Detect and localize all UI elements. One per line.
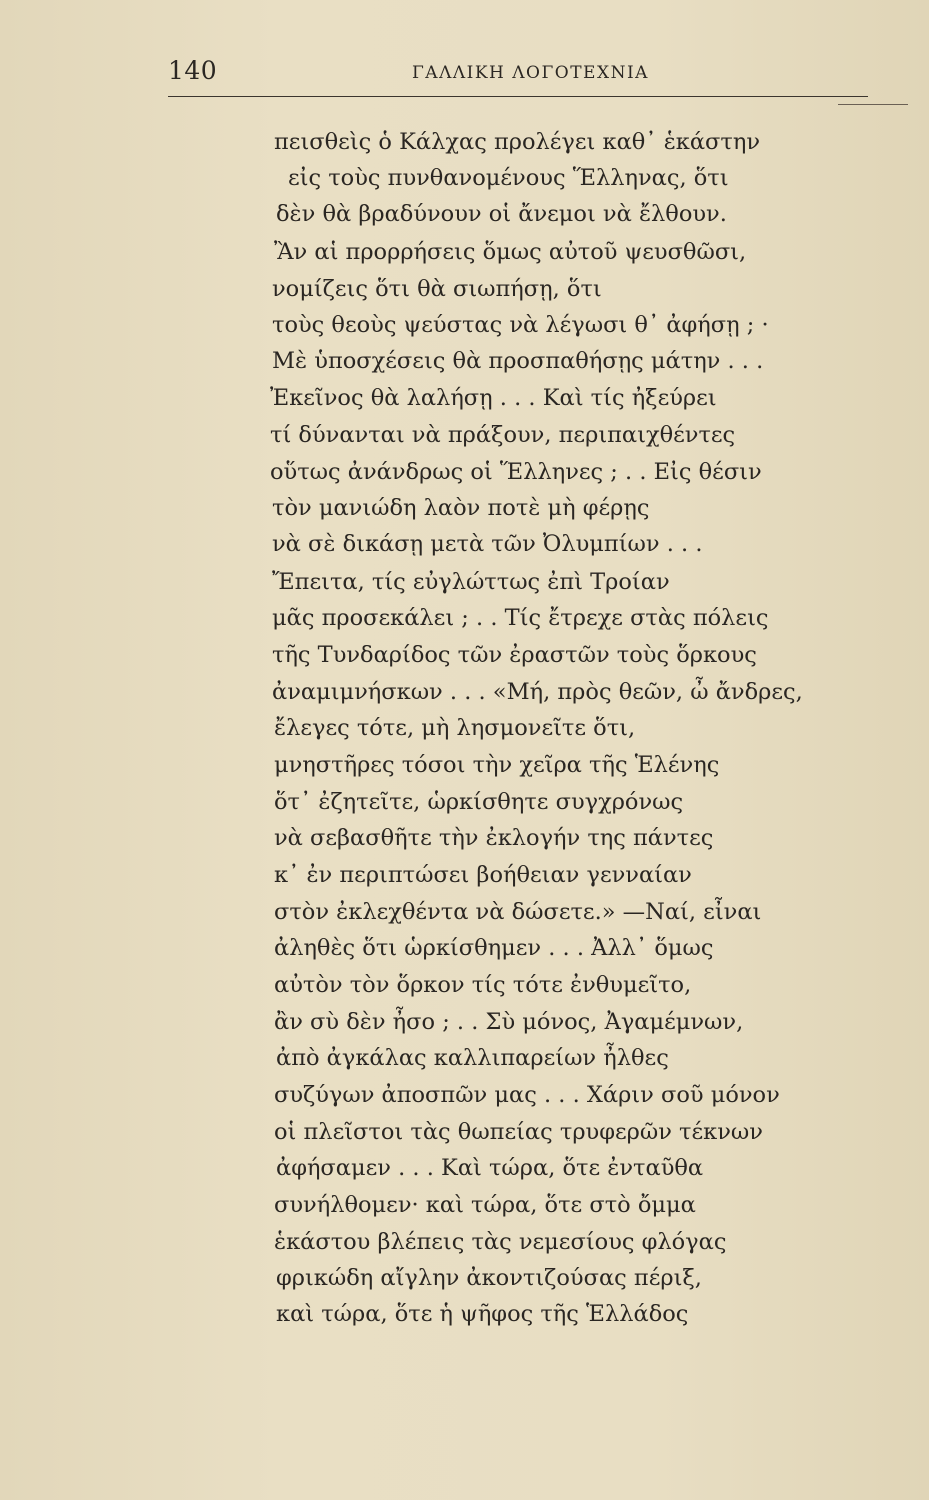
verse-line: ἀναμιμνήσκων . . . «Μή, πρὸς θεῶν, ὦ ἄνδρες, xyxy=(272,679,803,705)
verse-line: Ἔπειτα, τίς εὐγλώττως ἐπὶ Τροίαν xyxy=(272,569,670,595)
verse-line: ἑκάστου βλέπεις τὰς νεμεσίους φλόγας xyxy=(274,1229,727,1255)
verse-line: ἂν σὺ δὲν ἦσο ; . . Σὺ μόνος, Ἀγαμέμνων, xyxy=(274,1009,744,1035)
verse-line: τοὺς θεοὺς ψεύστας νὰ λέγωσι θ᾽ ἀφήσῃ ; · xyxy=(272,312,769,338)
verse-line: ἀφήσαμεν . . . Καὶ τώρα, ὅτε ἐνταῦθα xyxy=(276,1155,704,1181)
verse-line: νομίζεις ὅτι θὰ σιωπήσῃ, ὅτι xyxy=(272,276,602,302)
header-rule-extension xyxy=(838,104,908,105)
verse-line: συνήλθομεν· καὶ τώρα, ὅτε στὸ ὄμμα xyxy=(274,1192,696,1218)
running-title: ΓΑΛΛΙΚΗ ΛΟΓΟΤΕΧΝΙΑ xyxy=(412,63,649,83)
page-number: 140 xyxy=(168,56,218,85)
verse-line: νὰ σεβασθῆτε τὴν ἐκλογήν της πάντες xyxy=(274,825,714,851)
verse-line: δὲν θὰ βραδύνουν οἱ ἄνεμοι νὰ ἔλθουν. xyxy=(276,201,727,227)
verse-line: τί δύνανται νὰ πράξουν, περιπαιχθέντες xyxy=(270,422,736,448)
verse-line: τὸν μανιώδη λαὸν ποτὲ μὴ φέρῃς xyxy=(272,495,650,521)
verse-line: Μὲ ὑποσχέσεις θὰ προσπαθήσῃς μάτην . . . xyxy=(272,348,764,374)
verse-line: φρικώδη αἴγλην ἀκοντιζούσας πέριξ, xyxy=(276,1265,702,1291)
verse-line: αὐτὸν τὸν ὅρκον τίς τότε ἐνθυμεῖτο, xyxy=(274,972,692,998)
verse-line: ὅτ᾽ ἐζητεῖτε, ὡρκίσθητε συγχρόνως xyxy=(274,789,684,815)
verse-line: συζύγων ἀποσπῶν μας . . . Χάριν σοῦ μόνον xyxy=(274,1082,780,1108)
verse-line: οὕτως ἀνάνδρως οἱ Ἕλληνες ; . . Εἰς θέσιν xyxy=(270,459,762,485)
verse-line: Ἐκεῖνος θὰ λαλήσῃ . . . Καὶ τίς ἠξεύρει xyxy=(270,385,717,411)
verse-line: ἔλεγες τότε, μὴ λησμονεῖτε ὅτι, xyxy=(274,715,636,741)
verse-line: ἀπὸ ἀγκάλας καλλιπαρείων ἦλθες xyxy=(276,1045,669,1071)
header-rule xyxy=(168,96,868,97)
verse-line: στὸν ἐκλεχθέντα νὰ δώσετε.» —Ναί, εἶναι xyxy=(274,899,762,925)
verse-line: μᾶς προσεκάλει ; . . Τίς ἔτρεχε στὰς πόλεις xyxy=(272,605,769,631)
verse-line: μνηστῆρες τόσοι τὴν χεῖρα τῆς Ἑλένης xyxy=(274,752,720,778)
verse-line: πεισθεὶς ὁ Κάλχας προλέγει καθ᾽ ἑκάστην xyxy=(274,129,761,155)
verse-line: καὶ τώρα, ὅτε ἡ ψῆφος τῆς Ἑλλάδος xyxy=(276,1301,689,1327)
verse-line: ἀληθὲς ὅτι ὡρκίσθημεν . . . Ἀλλ᾽ ὅμως xyxy=(274,935,714,961)
verse-line: κ᾽ ἐν περιπτώσει βοήθειαν γενναίαν xyxy=(274,862,692,888)
verse-line: τῆς Τυνδαρίδος τῶν ἐραστῶν τοὺς ὅρκους xyxy=(272,642,757,668)
verse-line: οἱ πλεῖστοι τὰς θωπείας τρυφερῶν τέκνων xyxy=(274,1119,763,1145)
verse-line: Ἂν αἱ προρρήσεις ὅμως αὐτοῦ ψευσθῶσι, xyxy=(274,239,747,265)
verse-line: νὰ σὲ δικάσῃ μετὰ τῶν Ὀλυμπίων . . . xyxy=(272,531,703,557)
verse-line: εἰς τοὺς πυνθανομένους Ἕλληνας, ὅτι xyxy=(288,165,729,191)
